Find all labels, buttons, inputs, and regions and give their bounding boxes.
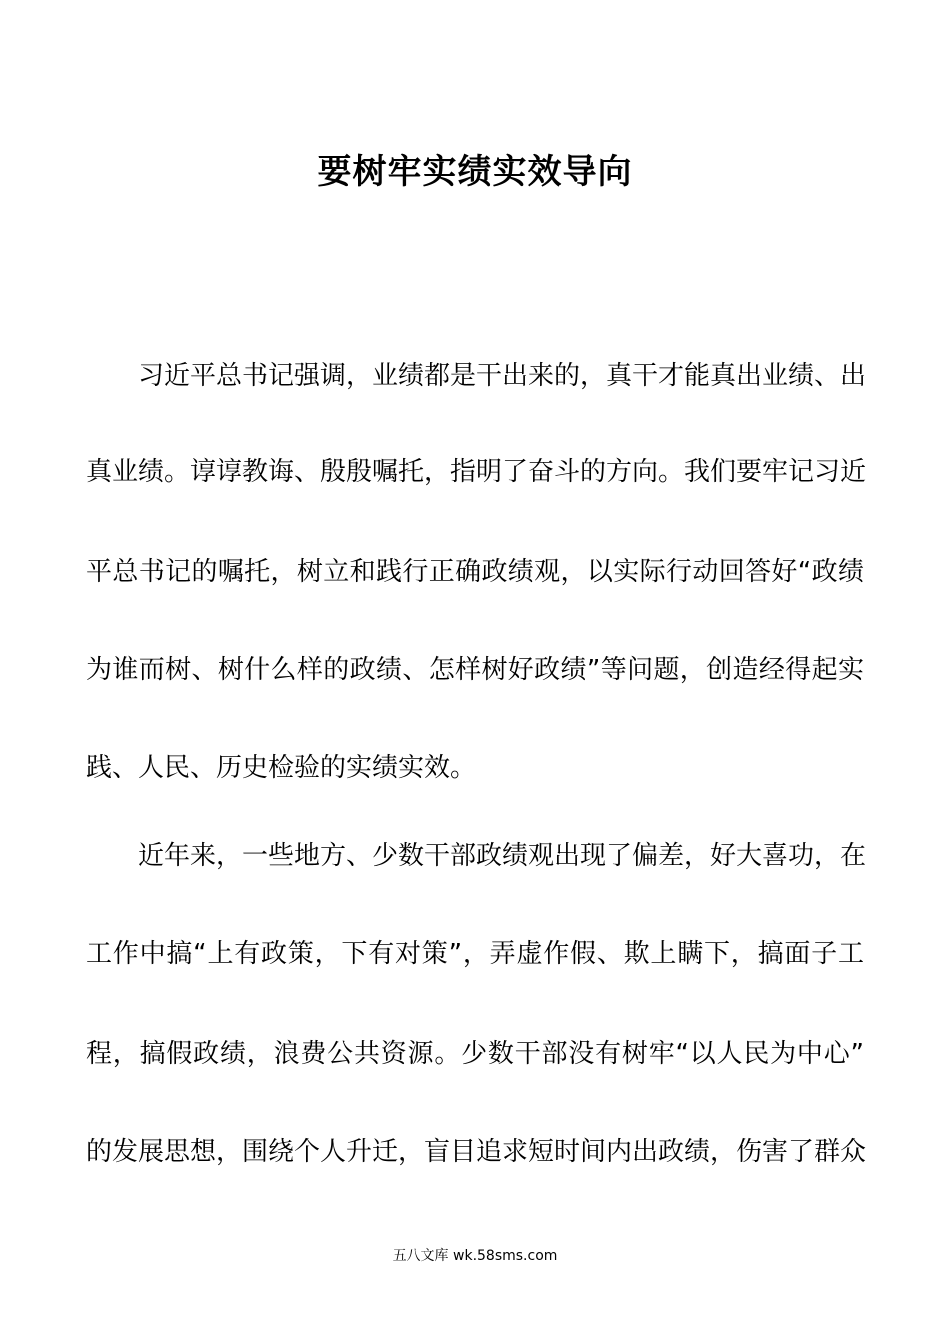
paragraph-2-line-2: 工作中搞“上有政策，下有对策”，弄虚作假、欺上瞒下，搞面子工 (86, 939, 864, 969)
document-title: 要树牢实绩实效导向 (317, 152, 633, 192)
paragraph-2-line-4: 的发展思想，围绕个人升迁，盲目追求短时间内出政绩，伤害了群众 (86, 1137, 867, 1167)
paragraph-1-line-3: 平总书记的嘱托，树立和践行正确政绩观，以实际行动回答好“政绩 (86, 557, 864, 587)
paragraph-1-line-2: 真业绩。谆谆教诲、殷殷嘱托，指明了奋斗的方向。我们要牢记习近 (86, 457, 867, 487)
paragraph-2-line-1: 近年来，一些地方、少数干部政绩观出现了偏差，好大喜功，在 (138, 841, 867, 871)
paragraph-2-line-3: 程，搞假政绩，浪费公共资源。少数干部没有树牢“以人民为中心” (86, 1039, 864, 1069)
paragraph-1-line-1: 习近平总书记强调，业绩都是干出来的，真干才能真出业绩、出 (138, 361, 867, 391)
paragraph-1-line-4: 为谁而树、树什么样的政绩、怎样树好政绩”等问题，创造经得起实 (86, 655, 864, 685)
paragraph-1-line-5: 践、人民、历史检验的实绩实效。 (86, 753, 477, 783)
footer-watermark: 五八文库 wk.58sms.com (392, 1248, 558, 1264)
